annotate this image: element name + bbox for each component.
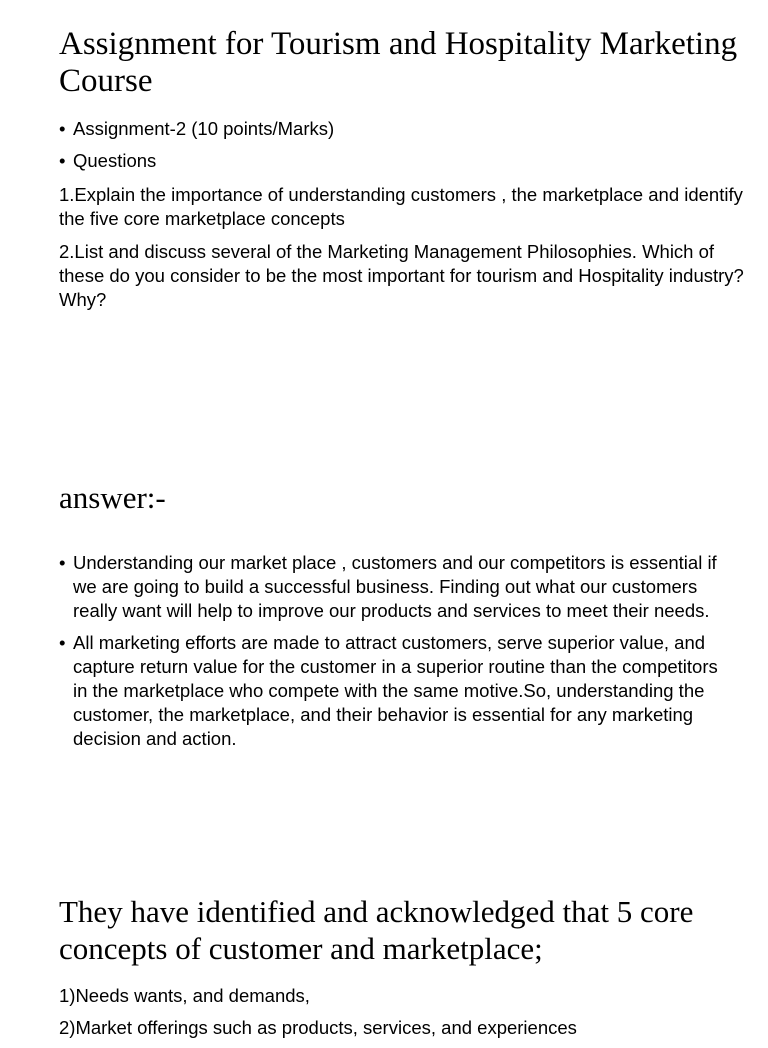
question-1: 1.Explain the importance of understanding customers , the marketplace and identify the five core marketplace concepts bbox=[59, 184, 743, 229]
core-concept-2: 2)Market offerings such as products, services, and experiences bbox=[59, 1017, 577, 1038]
document-title: Assignment for Tourism and Hospitality Marketing Course bbox=[59, 26, 738, 99]
core-concept-1: 1)Needs wants, and demands, bbox=[59, 985, 310, 1006]
answer-bullet-1: • Understanding our market place , customers and our competitors is essential if we are going to build a successful business. Finding out what our customers really want will help to improve our products and services to meet their needs. bbox=[59, 551, 719, 623]
question-2: 2.List and discuss several of the Marketing Management Philosophies. Which of these do you consider to be the most important for tourism and Hospitality industry? Why? bbox=[59, 241, 744, 310]
core-concepts-heading: They have identified and acknowledged that 5 core concepts of customer and marketplace; bbox=[59, 894, 694, 966]
bullet-questions: • Questions bbox=[59, 149, 749, 173]
core-concepts-list bbox=[59, 984, 759, 1048]
assignment-bullet-list bbox=[59, 117, 749, 181]
bullet-assignment: • Assignment-2 (10 points/Marks) bbox=[59, 117, 749, 141]
answer-bullet-list bbox=[59, 551, 719, 759]
answer-heading: answer:- bbox=[59, 480, 166, 515]
answer-bullet-2: • All marketing efforts are made to attract customers, serve superior value, and capture return value for the customer in a superior routine than the competitors in the marketplace who compete with the same motive.So, understanding the customer, the marketplace, and their behavior is essential for any marketing decision and action. bbox=[59, 631, 719, 751]
